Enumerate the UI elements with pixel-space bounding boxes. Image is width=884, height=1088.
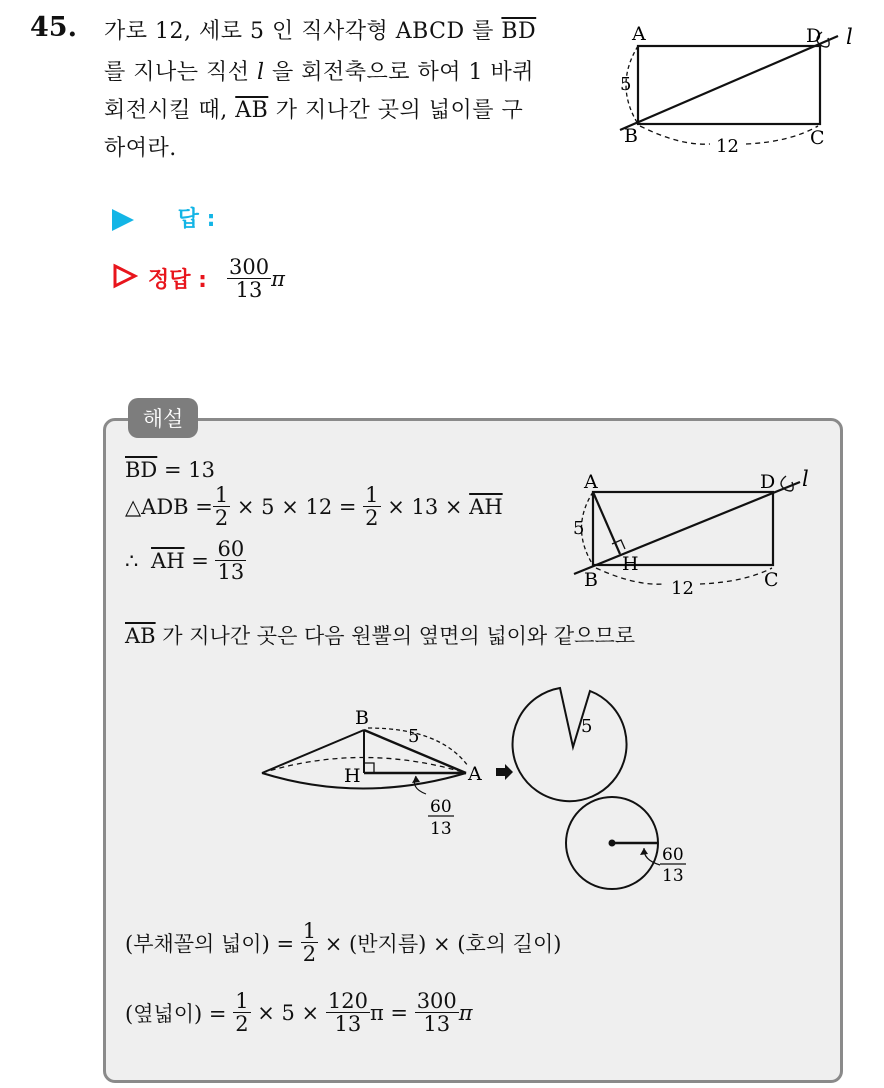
fraction-numerator: 120 xyxy=(327,989,368,1013)
label-h: H xyxy=(622,553,639,575)
label-radius-den: 13 xyxy=(430,819,452,839)
segment-bd: $\overline{BD}$ xyxy=(501,19,537,44)
solution-text: × 5 × xyxy=(250,1000,326,1025)
label-b: B xyxy=(584,569,598,591)
base-arc-left xyxy=(640,126,710,144)
label-l: l xyxy=(802,467,809,491)
fraction-denominator: 2 xyxy=(302,942,317,967)
label-d: D xyxy=(806,25,822,47)
fraction xyxy=(415,990,459,1035)
fraction xyxy=(213,484,230,529)
fraction-numerator: 60 xyxy=(217,537,245,561)
arrowhead-icon xyxy=(412,776,420,783)
answer-row xyxy=(112,202,215,233)
label-c: C xyxy=(810,127,825,149)
line-variable: l xyxy=(257,60,265,85)
fraction-numerator: 1 xyxy=(302,919,317,943)
label-d: D xyxy=(760,471,776,493)
problem-text: 를 지나는 직선 xyxy=(104,60,257,85)
solution-line-1 xyxy=(125,458,215,482)
pi-symbol: π xyxy=(458,1000,473,1025)
correct-fraction xyxy=(227,256,271,301)
pi-symbol: π xyxy=(271,266,285,291)
arrowhead-icon xyxy=(640,848,648,855)
net-figure xyxy=(510,680,710,895)
label-a: A xyxy=(468,763,482,785)
solution-line-3 xyxy=(125,538,246,583)
problem-line-2 xyxy=(104,55,534,86)
solution-text: (부채꼴의 넓이) = xyxy=(125,931,301,956)
fraction-numerator: 300 xyxy=(228,255,270,279)
fraction-numerator: 1 xyxy=(235,989,249,1013)
label-slant-5: 5 xyxy=(408,726,420,747)
cone-base-front xyxy=(262,773,466,789)
label-l: l xyxy=(846,25,853,49)
fraction xyxy=(363,484,380,529)
problem-text: 가로 12, 세로 5 인 직사각형 ABCD 를 xyxy=(104,19,502,44)
label-base-12: 12 xyxy=(671,578,694,599)
fraction-numerator: 1 xyxy=(214,483,229,507)
solution-text: × (반지름) × (호의 길이) xyxy=(318,931,562,956)
fraction-numerator: 300 xyxy=(416,989,457,1013)
fraction-denominator: 2 xyxy=(235,1012,249,1037)
solution-line-2 xyxy=(125,484,503,529)
label-radius-den: 13 xyxy=(662,866,684,886)
problem-text: 회전시킬 때, xyxy=(104,98,236,123)
rectangle-abcd xyxy=(638,46,820,124)
problem-text: 가 지나간 곳의 넓이를 구 xyxy=(268,98,524,123)
label-c: C xyxy=(764,569,779,591)
segment-ah-line xyxy=(593,492,620,554)
solution-line-5 xyxy=(125,920,561,965)
correct-label: 정답 : xyxy=(148,268,207,294)
fraction-denominator: 13 xyxy=(423,1012,451,1037)
label-radius-num: 60 xyxy=(430,797,452,817)
solution-text: = 13 xyxy=(157,458,215,482)
cone-figure xyxy=(250,700,520,845)
fraction xyxy=(233,990,250,1035)
fraction-denominator: 2 xyxy=(365,506,379,531)
label-b: B xyxy=(355,707,369,729)
solution-line-4 xyxy=(125,620,635,650)
outline-play-icon xyxy=(112,263,138,295)
label-a: A xyxy=(632,23,646,45)
solution-text: = xyxy=(184,548,216,573)
solution-text: × 13 × xyxy=(380,494,470,519)
fraction-denominator: 2 xyxy=(214,506,229,531)
fraction xyxy=(326,990,370,1035)
fraction-denominator: 13 xyxy=(217,560,245,585)
label-b: B xyxy=(624,125,638,147)
segment-ab: $\overline{AB}$ xyxy=(125,624,156,648)
base-arc-right xyxy=(746,126,818,144)
problem-line-1 xyxy=(104,14,536,45)
label-a: A xyxy=(584,471,598,493)
segment-ah: $\overline{AH}$ xyxy=(469,494,503,519)
solution-text: × 5 × 12 = xyxy=(230,494,364,519)
fraction-numerator: 1 xyxy=(365,483,379,507)
solution-text: π = xyxy=(369,1000,415,1025)
label-side-5: 5 xyxy=(573,518,585,539)
rectangle-height-figure xyxy=(560,462,830,607)
solution-text: (옆넓이) = xyxy=(125,1001,234,1026)
fraction-denominator: 13 xyxy=(235,278,263,303)
solution-tag: 해설 xyxy=(128,398,198,438)
segment-ab: $\overline{AB}$ xyxy=(235,98,269,123)
fraction xyxy=(301,920,318,965)
play-icon xyxy=(112,209,134,231)
base-arc-right xyxy=(700,568,772,584)
solution-text: △ADB = xyxy=(125,494,213,519)
correct-answer-row xyxy=(112,256,285,301)
sector-shape xyxy=(513,688,627,801)
label-base-12: 12 xyxy=(716,136,739,157)
segment-ah: $\overline{AH}$ xyxy=(151,548,185,573)
therefore-symbol: ∴ xyxy=(125,548,146,573)
segment-bd: $\overline{BD}$ xyxy=(125,458,158,482)
problem-line-3 xyxy=(104,93,523,124)
label-radius-num: 60 xyxy=(662,845,684,865)
rectangle-figure xyxy=(600,18,870,178)
label-h: H xyxy=(344,765,361,787)
problem-text: 을 회전축으로 하여 1 바퀴 xyxy=(264,60,535,85)
question-number: 45. xyxy=(30,12,77,43)
solution-text: 가 지나간 곳은 다음 원뿔의 옆면의 넓이와 같으므로 xyxy=(155,624,636,648)
axis-line-l xyxy=(620,36,838,130)
label-slant-5: 5 xyxy=(581,716,593,737)
solution-line-6 xyxy=(125,990,473,1035)
fraction-denominator: 13 xyxy=(334,1012,362,1037)
answer-label: 답 : xyxy=(177,207,216,232)
problem-line-4 xyxy=(104,131,177,162)
right-angle-mark xyxy=(364,763,374,773)
label-side-5: 5 xyxy=(620,74,632,95)
fraction xyxy=(215,538,246,583)
problem-text: 하여라. xyxy=(104,136,177,161)
